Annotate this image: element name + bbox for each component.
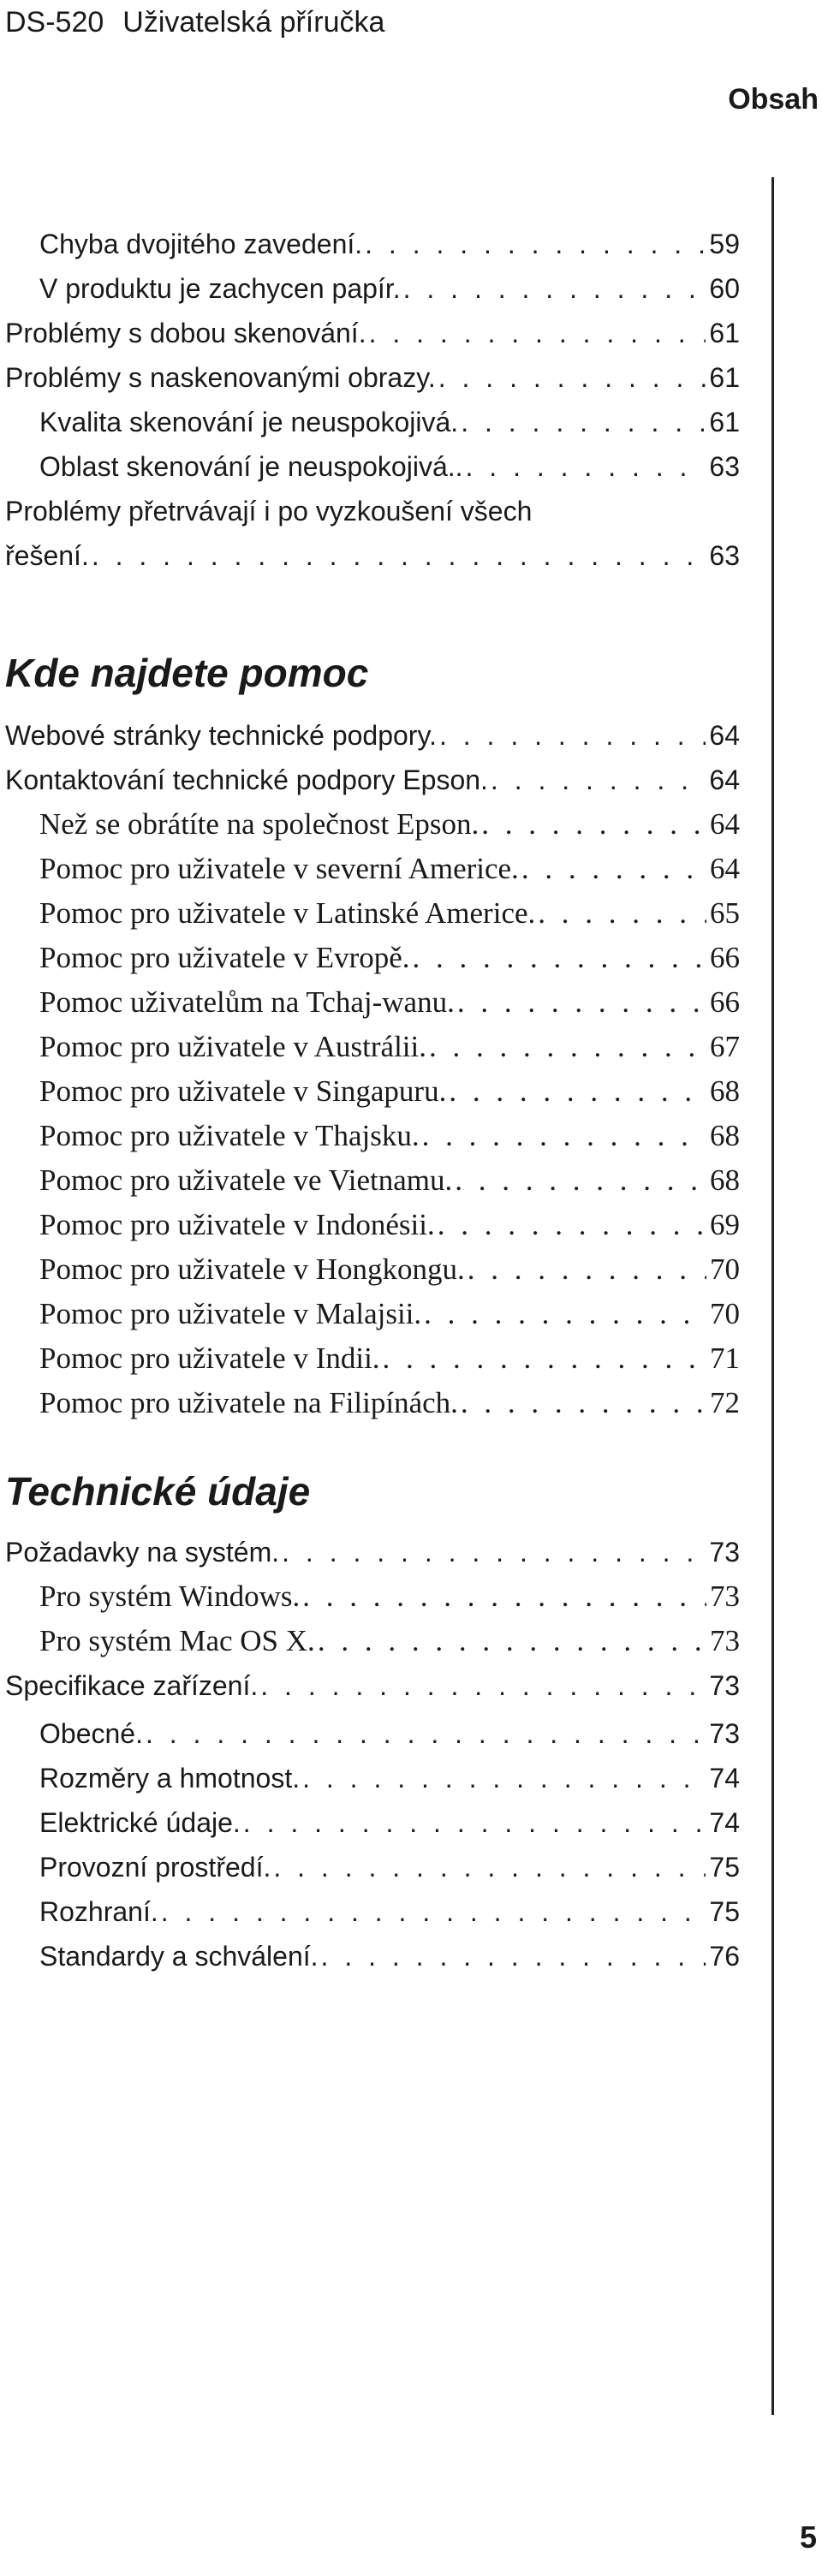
toc-entry[interactable] [39, 223, 740, 265]
dot-leader [422, 1115, 706, 1157]
dot-leader [282, 1531, 706, 1574]
toc-entry-title: Kontaktování technické podpory Epson. [5, 764, 488, 795]
toc-entry[interactable] [39, 1337, 740, 1380]
toc-entry-page: 68 [710, 1074, 740, 1108]
dot-leader [302, 1575, 706, 1618]
toc-entry-page: 64 [710, 852, 740, 885]
dot-leader [146, 1712, 706, 1755]
dot-leader [449, 1070, 706, 1113]
toc-entry[interactable] [39, 1070, 740, 1113]
toc-entry[interactable] [5, 714, 740, 757]
toc-entry-page: 63 [709, 540, 740, 571]
toc-entry[interactable] [39, 445, 740, 488]
dot-leader [481, 803, 706, 846]
toc-entry-page: 75 [709, 1896, 740, 1927]
toc-entry[interactable] [39, 1159, 740, 1202]
dot-leader [413, 937, 706, 979]
toc-entry-page: 68 [710, 1119, 740, 1152]
dot-leader [466, 445, 706, 488]
toc-entry[interactable] [39, 981, 740, 1024]
toc-entry[interactable] [39, 1293, 740, 1336]
dot-leader [461, 401, 706, 443]
toc-entry-page: 69 [710, 1208, 740, 1241]
dot-leader [468, 1248, 706, 1291]
toc-entry[interactable] [39, 1248, 740, 1291]
dot-leader [302, 1757, 706, 1800]
dot-leader [461, 1382, 706, 1425]
toc-entry-page: 63 [709, 451, 740, 482]
toc-entry-page: 73 [709, 1537, 740, 1568]
toc-entry-page: 59 [709, 229, 740, 259]
toc-entry-title: Kvalita skenování je neuspokojivá. [39, 407, 459, 437]
toc-entry-title: Elektrické údaje. [39, 1807, 241, 1838]
toc-entry-page: 64 [709, 764, 740, 795]
toc-entry-page: 61 [709, 362, 740, 393]
toc-entry[interactable] [39, 1575, 740, 1618]
toc-entry-title: Problémy s dobou skenování. [5, 318, 366, 348]
toc-entry[interactable] [5, 356, 740, 399]
toc-entry-page: 64 [709, 720, 740, 751]
toc-entry-page: 76 [709, 1941, 740, 1972]
toc-entry-page: 75 [709, 1852, 740, 1883]
chapter-heading-help[interactable]: Kde najdete pomoc [5, 651, 369, 695]
toc-entry-title: Pomoc pro uživatele v Evropě. [39, 941, 410, 974]
toc-entry-page: 73 [710, 1580, 740, 1613]
dot-leader [369, 312, 706, 354]
dot-leader [92, 534, 706, 577]
toc-entry-title: Pomoc pro uživatele v Malajsii. [39, 1297, 422, 1330]
toc-entry-page: 70 [710, 1297, 740, 1330]
toc-entry-title: Pomoc pro uživatele v Singapuru. [39, 1074, 447, 1108]
dot-leader [491, 759, 706, 801]
dot-leader [318, 1620, 706, 1663]
dot-leader [439, 714, 706, 757]
toc-entry[interactable] [5, 534, 740, 577]
toc-entry-page: 61 [709, 407, 740, 437]
toc-entry-title: Pomoc pro uživatele ve Vietnamu. [39, 1163, 453, 1197]
toc-entry-title: řešení. [5, 540, 89, 571]
toc-entry-title: Pomoc pro uživatele v Thajsku. [39, 1119, 420, 1152]
doc-title: Uživatelská příručka [122, 6, 385, 39]
dot-leader [538, 892, 706, 935]
toc-entry-page: 74 [709, 1763, 740, 1794]
toc-entry-title: Pomoc pro uživatele v Indii. [39, 1342, 380, 1375]
toc-entry[interactable] [39, 1382, 740, 1425]
toc-entry-page: 68 [710, 1163, 740, 1197]
toc-entry-page: 72 [710, 1386, 740, 1419]
toc-entry-title: Oblast skenování je neuspokojivá.. [39, 451, 463, 482]
toc-entry-page: 66 [710, 941, 740, 974]
toc-entry[interactable] [39, 267, 740, 310]
dot-leader [438, 356, 706, 399]
toc-entry-title: Pomoc pro uživatele v Latinské Americe. [39, 896, 536, 930]
dot-leader [455, 1159, 706, 1202]
dot-leader [429, 1026, 706, 1068]
dot-leader [161, 1890, 706, 1933]
page-number: 5 [799, 2519, 817, 2555]
dot-leader [383, 1337, 706, 1380]
dot-leader [424, 1293, 706, 1336]
dot-leader [438, 1204, 706, 1246]
toc-entry-title: Pomoc pro uživatele v Indonésii. [39, 1208, 435, 1241]
toc-entry-title: Standardy a schválení. [39, 1941, 319, 1972]
toc-entry-title: Provozní prostředí. [39, 1852, 271, 1883]
toc-entry[interactable] [5, 312, 740, 354]
toc-entry-page: 70 [710, 1252, 740, 1286]
toc-entry-page: 73 [709, 1670, 740, 1701]
toc-entry-page: 73 [710, 1624, 740, 1657]
toc-entry[interactable] [39, 1204, 740, 1246]
dot-leader [457, 981, 706, 1024]
dot-leader [365, 223, 706, 265]
dot-leader [321, 1935, 706, 1978]
toc-entry-page: 61 [709, 318, 740, 348]
toc-entry-title: Pomoc pro uživatele na Filipínách. [39, 1386, 458, 1419]
toc-entry-title: Pomoc uživatelům na Tchaj-wanu. [39, 985, 455, 1019]
chapter-heading-specs[interactable]: Technické údaje [5, 1469, 311, 1514]
dot-leader [521, 848, 706, 890]
toc-entry-title: Pro systém Windows. [39, 1580, 301, 1613]
dot-leader [260, 1664, 706, 1707]
toc-entry-page: 64 [710, 807, 740, 841]
toc-entry[interactable] [5, 759, 740, 801]
toc-entry-title: Pomoc pro uživatele v severní Americe. [39, 852, 519, 885]
toc-entry-title: V produktu je zachycen papír. [39, 273, 401, 304]
section-title: Obsah [728, 83, 819, 116]
toc-entry[interactable] [39, 1935, 740, 1978]
doc-code: DS-520 [5, 6, 104, 39]
toc-entry[interactable] [39, 1801, 740, 1844]
toc-entry-page: 65 [710, 896, 740, 930]
toc-entry[interactable] [39, 1757, 740, 1800]
toc-entry[interactable] [5, 1664, 740, 1707]
toc-entry[interactable] [39, 1712, 740, 1755]
toc-entry-title: Rozměry a hmotnost. [39, 1763, 301, 1794]
toc-entry-title: Požadavky na systém. [5, 1537, 280, 1568]
toc-entry[interactable] [5, 1531, 740, 1574]
toc-entry-page: 71 [710, 1342, 740, 1375]
toc-entry[interactable] [39, 1846, 740, 1889]
toc-entry-title: Rozhraní. [39, 1896, 158, 1927]
toc-entry-title: Obecné. [39, 1718, 143, 1749]
toc-entry-title: Než se obrátíte na společnost Epson. [39, 807, 480, 841]
toc-entry[interactable] [39, 937, 740, 979]
toc-entry-page: 73 [709, 1718, 740, 1749]
toc-entry[interactable] [39, 848, 740, 890]
toc-entry-title: Chyba dvojitého zavedení. [39, 229, 363, 259]
toc-entry-title-line1[interactable]: Problémy přetrvávají i po vyzkoušení všech [5, 496, 533, 527]
toc-entry-page: 74 [709, 1807, 740, 1838]
dot-leader [403, 267, 706, 310]
toc-entry[interactable] [39, 1890, 740, 1933]
toc-entry-title: Pomoc pro uživatele v Hongkongu. [39, 1252, 465, 1286]
dot-leader [273, 1846, 706, 1889]
toc-entry-page: 66 [710, 985, 740, 1019]
toc-entry-title: Problémy s naskenovanými obrazy. [5, 362, 436, 393]
toc-entry[interactable] [39, 892, 740, 935]
toc-entry-title: Pro systém Mac OS X. [39, 1624, 315, 1657]
toc-entry-title: Webové stránky technické podpory. [5, 720, 437, 751]
toc-entry-page: 60 [709, 273, 740, 304]
toc-entry[interactable] [39, 1115, 740, 1157]
toc-entry-title: Specifikace zařízení. [5, 1670, 259, 1701]
toc-entry-page: 67 [710, 1030, 740, 1063]
toc-entry[interactable] [39, 1620, 740, 1663]
dot-leader [243, 1801, 706, 1844]
toc-entry[interactable] [39, 1026, 740, 1068]
toc-entry[interactable] [39, 803, 740, 846]
toc-entry-title: Pomoc pro uživatele v Austrálii. [39, 1030, 426, 1063]
toc-entry[interactable] [39, 401, 740, 443]
